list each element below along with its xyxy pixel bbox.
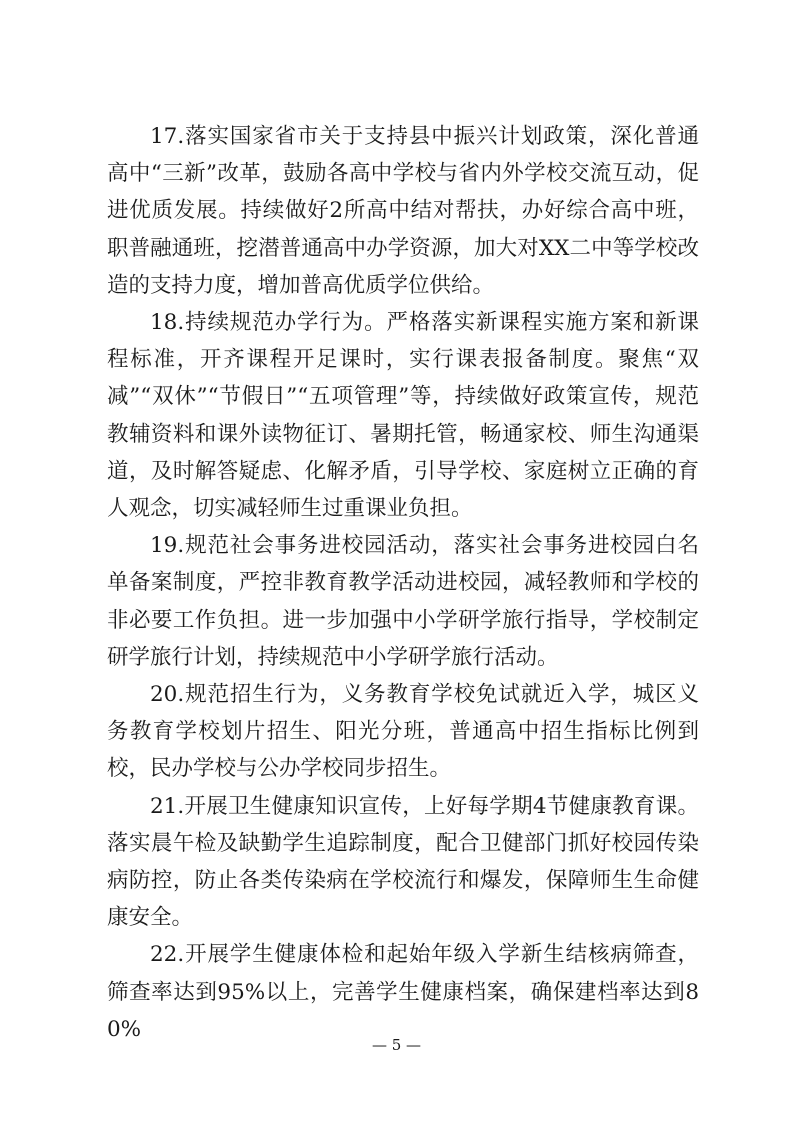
paragraph-17: 17.落实国家省市关于支持县中振兴计划政策，深化普通高中“三新”改革，鼓励各高中学校与省内外学校交流互动，促进优质发展。持续做好2所高中结对帮扶，办好综合高中班，职普融通班，挖潜普通高中办学资源，加大对XX二中等学校改造的支持力度，增加普高优质学位供给。 xyxy=(107,124,699,298)
paragraph-22: 22.开展学生健康体检和起始年级入学新生结核病筛查，筛查率达到95%以上，完善学生健康档案，确保建档率达到80% xyxy=(107,942,699,1042)
paragraph-20: 20.规范招生行为，义务教育学校免试就近入学，城区义务教育学校划片招生、阳光分班，普通高中招生指标比例到校，民办学校与公办学校同步招生。 xyxy=(107,682,699,782)
page-number: — 5 — xyxy=(371,1036,422,1054)
paragraph-21: 21.开展卫生健康知识宣传，上好每学期4节健康教育课。落实晨午检及缺勤学生追踪制度，配合卫健部门抓好校园传染病防控，防止各类传染病在学校流行和爆发，保障师生生命健康安全。 xyxy=(107,793,699,931)
document-body xyxy=(107,118,699,1048)
paragraph-18: 18.持续规范办学行为。严格落实新课程实施方案和新课程标准，开齐课程开足课时，实行课表报备制度。聚焦“双减”“双休”“节假日”“五项管理”等，持续做好政策宣传，规范教辅资料和课外读物征订、暑期托管，畅通家校、师生沟通渠道，及时解答疑虑、化解矛盾，引导学校、家庭树立正确的育人观念，切实减轻师生过重课业负担。 xyxy=(107,310,699,522)
paragraph-19: 19.规范社会事务进校园活动，落实社会事务进校园白名单备案制度，严控非教育教学活动进校园，减轻教师和学校的非必要工作负担。进一步加强中小学研学旅行指导，学校制定研学旅行计划，持续规范中小学研学旅行活动。 xyxy=(107,533,699,670)
